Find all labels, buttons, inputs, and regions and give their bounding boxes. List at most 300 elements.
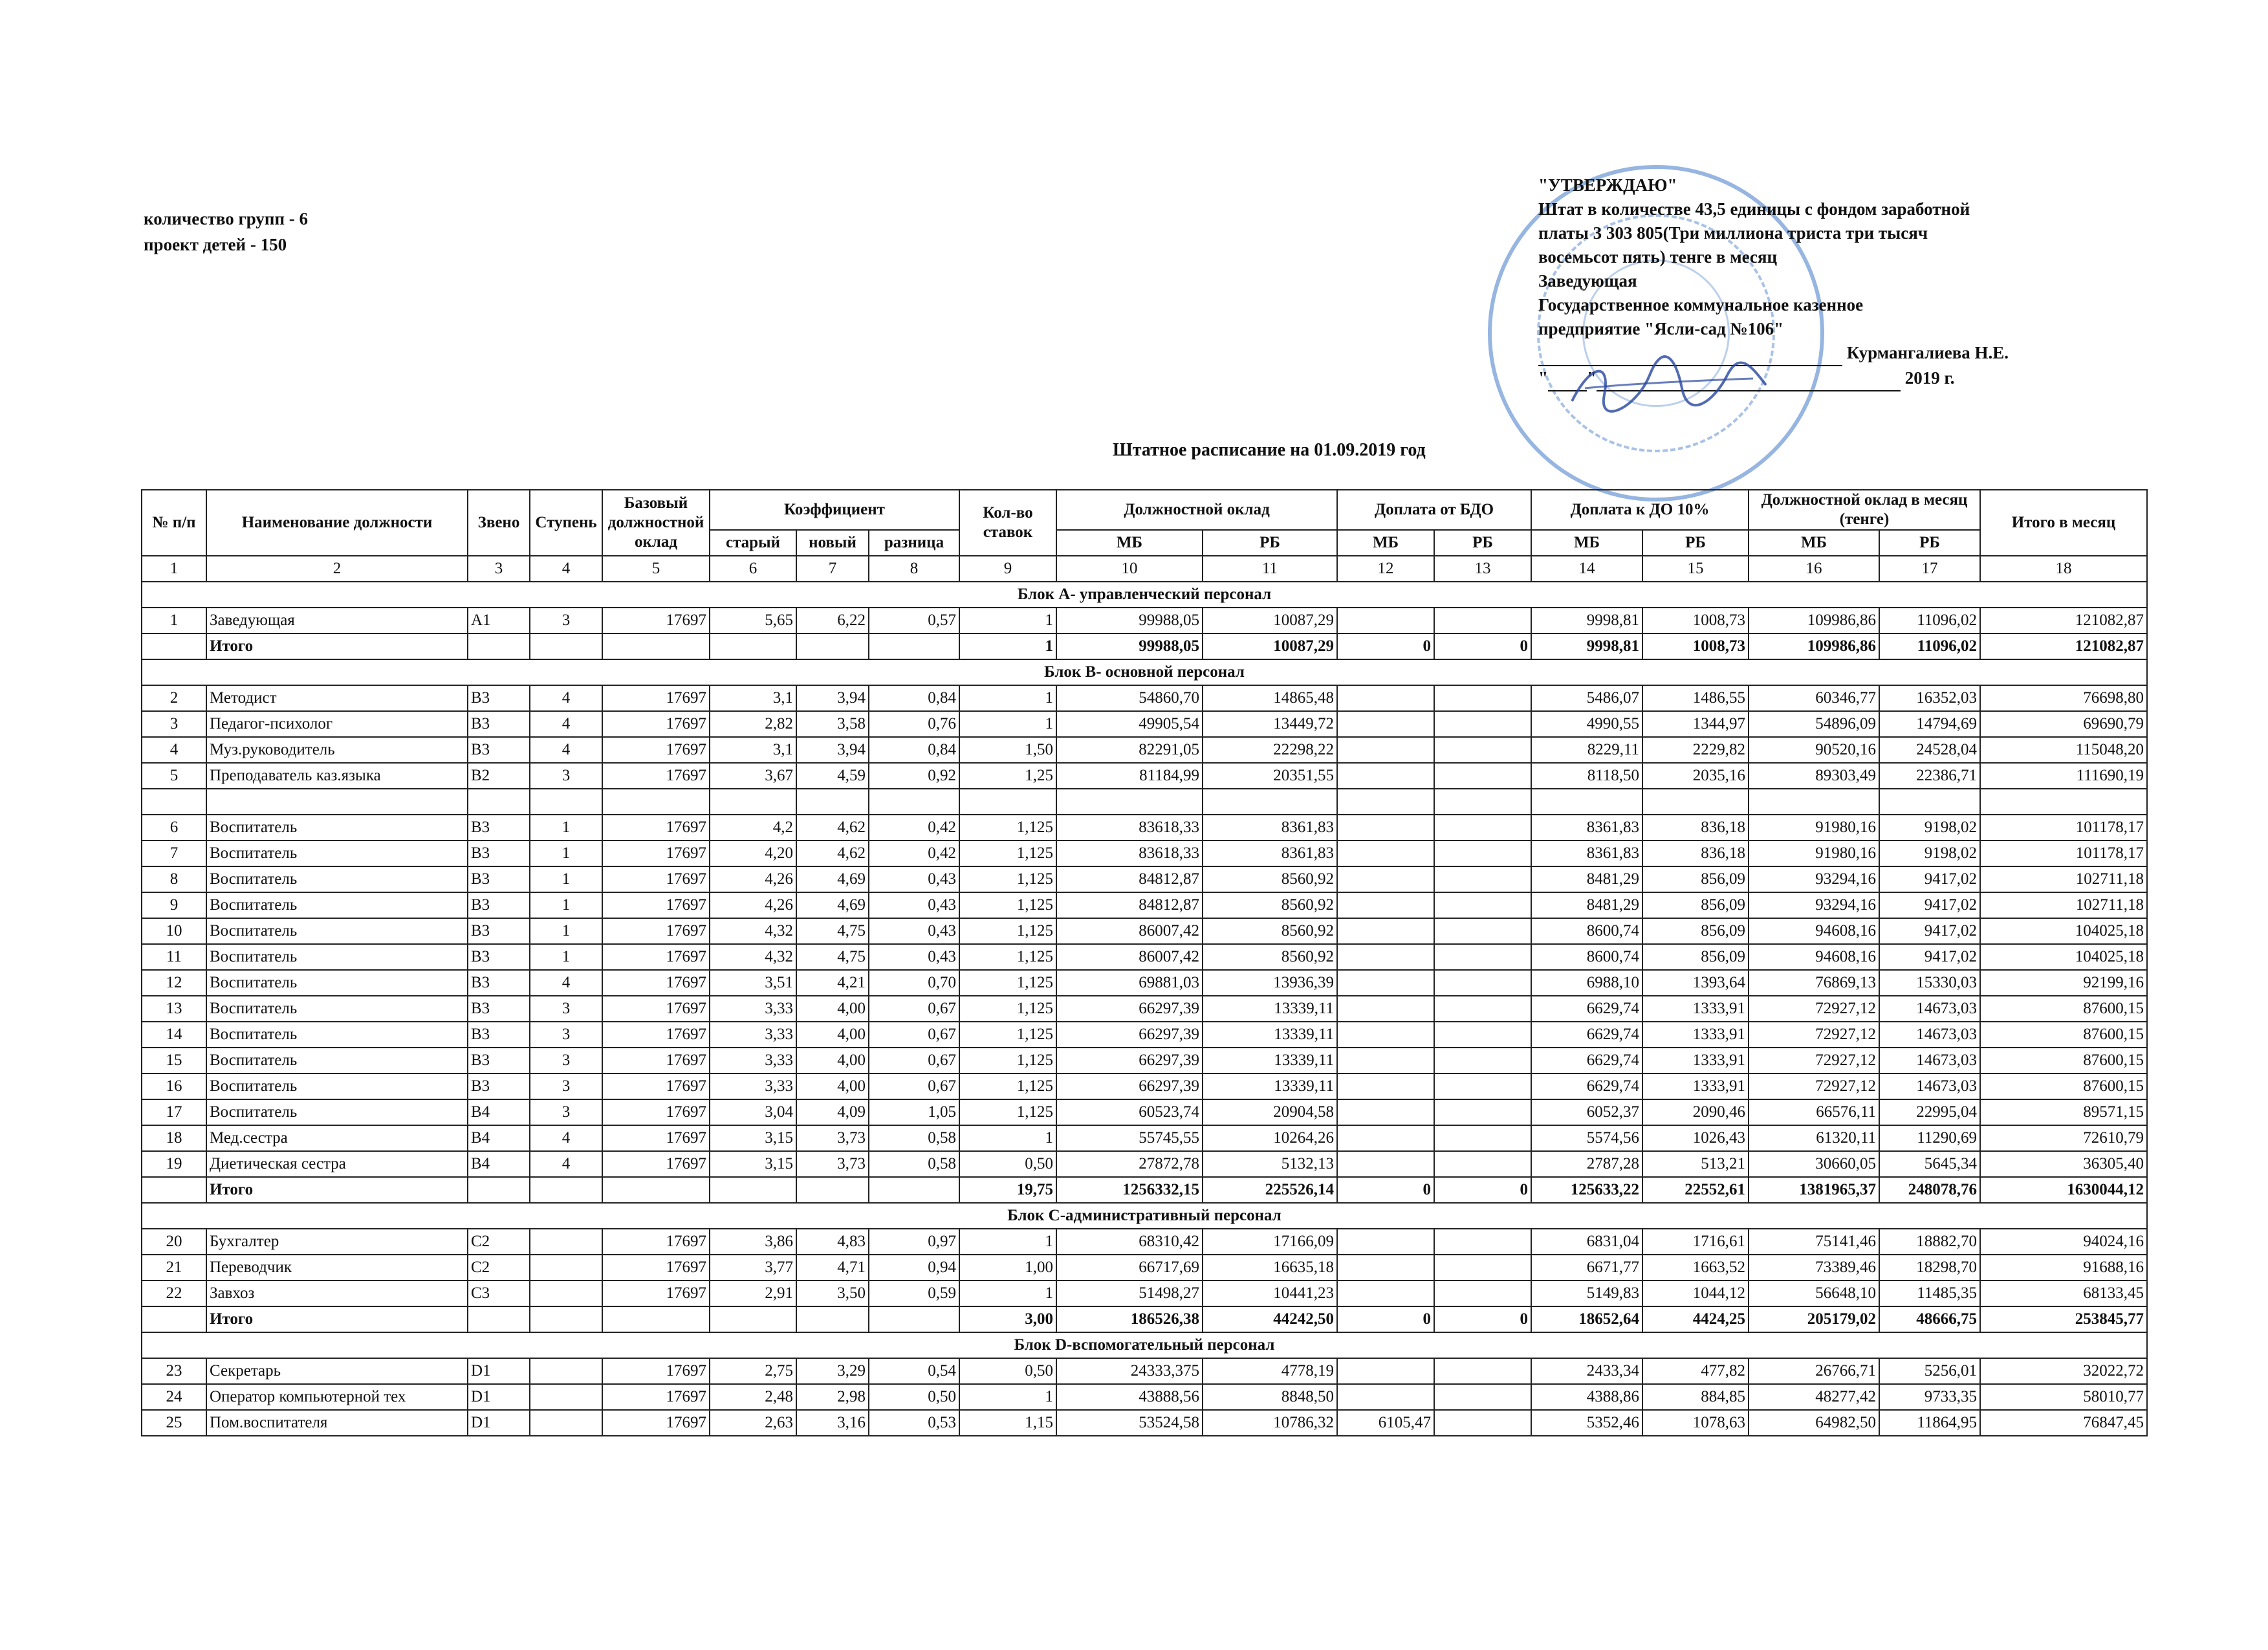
table-cell: 0,43: [869, 918, 959, 944]
table-cell: 3,86: [710, 1229, 796, 1255]
table-cell: 1: [959, 608, 1056, 633]
table-cell: 1,05: [869, 1099, 959, 1125]
table-cell: 14794,69: [1879, 711, 1980, 737]
table-cell: 1: [959, 1125, 1056, 1151]
column-number: 8: [869, 556, 959, 582]
table-cell: 76847,45: [1980, 1410, 2147, 1436]
header-monthly: Должностной оклад в месяц (тенге): [1749, 490, 1980, 530]
approval-line-6: предприятие "Ясли-сад №106": [1538, 319, 1784, 338]
table-cell: 12: [142, 970, 206, 996]
table-cell: 93294,16: [1749, 892, 1879, 918]
table-row: [142, 1255, 2147, 1281]
table-cell: 27872,78: [1056, 1151, 1203, 1177]
table-cell: 1393,64: [1642, 970, 1749, 996]
table-cell: 3,29: [796, 1358, 869, 1384]
table-cell: 99988,05: [1056, 608, 1203, 633]
table-cell: [1434, 737, 1531, 763]
table-cell: 24: [142, 1384, 206, 1410]
table-cell: 2: [142, 685, 206, 711]
table-cell: 4,21: [796, 970, 869, 996]
table-cell: [530, 633, 602, 659]
table-cell: 7: [142, 841, 206, 866]
table-cell: D1: [468, 1358, 530, 1384]
block-title: Блок А- управленческий персонал: [142, 582, 2147, 608]
table-cell: 1008,73: [1642, 608, 1749, 633]
table-cell: 0: [1337, 1177, 1434, 1203]
table-cell: [1337, 1125, 1434, 1151]
table-cell: [1337, 944, 1434, 970]
table-cell: 0,84: [869, 737, 959, 763]
table-cell: Воспитатель: [206, 918, 468, 944]
table-cell: 125633,22: [1531, 1177, 1642, 1203]
table-cell: 4,71: [796, 1255, 869, 1281]
table-cell: 3,1: [710, 685, 796, 711]
table-cell: 3,33: [710, 996, 796, 1022]
table-cell: [530, 1281, 602, 1306]
table-cell: 9: [142, 892, 206, 918]
table-cell: 1,00: [959, 1255, 1056, 1281]
table-cell: Бухгалтер: [206, 1229, 468, 1255]
table-cell: 0,76: [869, 711, 959, 737]
table-cell: [1337, 918, 1434, 944]
table-cell: Воспитатель: [206, 1073, 468, 1099]
table-cell: 4,69: [796, 892, 869, 918]
table-cell: 66297,39: [1056, 1048, 1203, 1073]
table-cell: 3,16: [796, 1410, 869, 1436]
table-cell: 477,82: [1642, 1358, 1749, 1384]
table-cell: 17: [142, 1099, 206, 1125]
table-cell: 0,53: [869, 1410, 959, 1436]
table-cell: 17697: [602, 763, 710, 789]
header-rb: РБ: [1879, 530, 1980, 556]
table-cell: 13449,72: [1203, 711, 1337, 737]
table-cell: 8: [142, 866, 206, 892]
table-cell: 856,09: [1642, 892, 1749, 918]
table-cell: 3,04: [710, 1099, 796, 1125]
table-cell: 102711,18: [1980, 892, 2147, 918]
column-number: 10: [1056, 556, 1203, 582]
table-cell: 66576,11: [1749, 1099, 1879, 1125]
table-cell: 2,75: [710, 1358, 796, 1384]
table-cell: 91980,16: [1749, 815, 1879, 841]
table-cell: 26766,71: [1749, 1358, 1879, 1384]
table-cell: 4: [530, 970, 602, 996]
table-cell: [796, 1177, 869, 1203]
table-cell: 69881,03: [1056, 970, 1203, 996]
table-cell: 6: [142, 815, 206, 841]
table-cell: [1434, 892, 1531, 918]
table-cell: 1,125: [959, 866, 1056, 892]
table-cell: 0,42: [869, 841, 959, 866]
table-cell: 4: [530, 1151, 602, 1177]
table-cell: 0: [1434, 1177, 1531, 1203]
table-cell: [1434, 1255, 1531, 1281]
table-cell: 1: [959, 1384, 1056, 1410]
table-cell: [1337, 763, 1434, 789]
table-cell: 1008,73: [1642, 633, 1749, 659]
table-cell: 8848,50: [1203, 1384, 1337, 1410]
table-cell: 884,85: [1642, 1384, 1749, 1410]
table-cell: 51498,27: [1056, 1281, 1203, 1306]
table-cell: 8361,83: [1531, 841, 1642, 866]
table-cell: 3: [530, 1073, 602, 1099]
table-cell: [1337, 1073, 1434, 1099]
signer-name: Курмангалиева Н.Е.: [1846, 343, 2009, 362]
table-cell: [602, 1177, 710, 1203]
table-cell: 1,125: [959, 918, 1056, 944]
table-row: [142, 1229, 2147, 1255]
table-cell: 22995,04: [1879, 1099, 1980, 1125]
table-cell: 104025,18: [1980, 944, 2147, 970]
table-cell: 2,63: [710, 1410, 796, 1436]
table-cell: Воспитатель: [206, 892, 468, 918]
table-cell: 87600,15: [1980, 996, 2147, 1022]
table-cell: 0,50: [959, 1358, 1056, 1384]
table-row: [142, 685, 2147, 711]
table-cell: 1,125: [959, 892, 1056, 918]
table-cell: 101178,17: [1980, 841, 2147, 866]
table-cell: [1337, 1229, 1434, 1255]
table-cell: Итого: [206, 633, 468, 659]
table-cell: 1: [530, 944, 602, 970]
table-cell: [1434, 1358, 1531, 1384]
table-cell: 5256,01: [1879, 1358, 1980, 1384]
column-number: 17: [1879, 556, 1980, 582]
header-rb: РБ: [1203, 530, 1337, 556]
table-cell: 1,50: [959, 737, 1056, 763]
table-cell: 0: [1337, 1306, 1434, 1332]
table-cell: 0,43: [869, 944, 959, 970]
table-cell: 48666,75: [1879, 1306, 1980, 1332]
table-cell: 3,94: [796, 685, 869, 711]
table-cell: В3: [468, 918, 530, 944]
table-cell: 89571,15: [1980, 1099, 2147, 1125]
table-cell: 1256332,15: [1056, 1177, 1203, 1203]
table-cell: 4,75: [796, 918, 869, 944]
table-cell: 1486,55: [1642, 685, 1749, 711]
table-cell: 6988,10: [1531, 970, 1642, 996]
table-row: [142, 737, 2147, 763]
table-cell: [1337, 1384, 1434, 1410]
table-cell: 0,58: [869, 1125, 959, 1151]
table-cell: 1: [959, 633, 1056, 659]
header-rb: РБ: [1434, 530, 1531, 556]
header-coef-diff: разница: [869, 530, 959, 556]
table-cell: 8229,11: [1531, 737, 1642, 763]
table-cell: 8560,92: [1203, 918, 1337, 944]
table-cell: 1,125: [959, 970, 1056, 996]
table-cell: 2035,16: [1642, 763, 1749, 789]
table-cell: Педагог-психолог: [206, 711, 468, 737]
table-cell: 101178,17: [1980, 815, 2147, 841]
header-position: Наименование должности: [206, 490, 468, 556]
table-cell: 68133,45: [1980, 1281, 2147, 1306]
table-cell: 4,32: [710, 918, 796, 944]
table-cell: 22386,71: [1879, 763, 1980, 789]
table-cell: [468, 1177, 530, 1203]
table-cell: 1: [530, 866, 602, 892]
table-cell: 17697: [602, 892, 710, 918]
column-number: 4: [530, 556, 602, 582]
table-cell: [1434, 1099, 1531, 1125]
table-row: [142, 1384, 2147, 1410]
table-row: [142, 608, 2147, 633]
header-do10: Доплата к ДО 10%: [1531, 490, 1749, 530]
table-cell: 2229,82: [1642, 737, 1749, 763]
table-cell: 836,18: [1642, 815, 1749, 841]
table-cell: В3: [468, 892, 530, 918]
table-cell: 1,25: [959, 763, 1056, 789]
table-cell: 20351,55: [1203, 763, 1337, 789]
block-title: Блок С-административный персонал: [142, 1203, 2147, 1229]
table-cell: 4,32: [710, 944, 796, 970]
table-cell: 16635,18: [1203, 1255, 1337, 1281]
table-cell: 2787,28: [1531, 1151, 1642, 1177]
table-cell: [1434, 866, 1531, 892]
table-cell: 72927,12: [1749, 1073, 1879, 1099]
table-cell: 9417,02: [1879, 866, 1980, 892]
table-cell: 10087,29: [1203, 608, 1337, 633]
table-cell: 17697: [602, 841, 710, 866]
table-cell: 1333,91: [1642, 1073, 1749, 1099]
table-cell: 14673,03: [1879, 1022, 1980, 1048]
header-mb: МБ: [1337, 530, 1434, 556]
table-cell: 17697: [602, 1048, 710, 1073]
table-cell: 3: [530, 996, 602, 1022]
column-number: 18: [1980, 556, 2147, 582]
table-cell: [468, 1306, 530, 1332]
table-cell: [869, 1177, 959, 1203]
table-cell: [142, 1306, 206, 1332]
table-cell: 11096,02: [1879, 608, 1980, 633]
table-cell: 10: [142, 918, 206, 944]
table-cell: 89303,49: [1749, 763, 1879, 789]
table-cell: 1630044,12: [1980, 1177, 2147, 1203]
total-row: [142, 1306, 2147, 1332]
table-cell: 14865,48: [1203, 685, 1337, 711]
table-cell: 4,26: [710, 866, 796, 892]
table-cell: 55745,55: [1056, 1125, 1203, 1151]
table-cell: Пом.воспитателя: [206, 1410, 468, 1436]
approval-line-1: Штат в количестве 43,5 единицы с фондом заработной: [1538, 199, 1970, 219]
table-cell: 4: [142, 737, 206, 763]
total-row: [142, 1177, 2147, 1203]
table-cell: 0,59: [869, 1281, 959, 1306]
handwritten-signature: [1565, 349, 1772, 421]
table-cell: 2,98: [796, 1384, 869, 1410]
table-cell: [468, 633, 530, 659]
table-cell: 109986,86: [1749, 608, 1879, 633]
table-cell: 856,09: [1642, 944, 1749, 970]
table-cell: В3: [468, 866, 530, 892]
table-cell: 17697: [602, 685, 710, 711]
table-cell: [869, 1306, 959, 1332]
approval-line-2: платы 3 303 805(Три миллиона триста три тысяч: [1538, 223, 1928, 243]
table-cell: 3,94: [796, 737, 869, 763]
table-cell: 4: [530, 685, 602, 711]
table-cell: [1337, 685, 1434, 711]
table-cell: 5,65: [710, 608, 796, 633]
table-cell: 2090,46: [1642, 1099, 1749, 1125]
table-cell: Воспитатель: [206, 841, 468, 866]
table-cell: 44242,50: [1203, 1306, 1337, 1332]
table-cell: 60523,74: [1056, 1099, 1203, 1125]
header-zveno: Звено: [468, 490, 530, 556]
table-cell: 4,20: [710, 841, 796, 866]
table-cell: 17697: [602, 1099, 710, 1125]
table-cell: 17697: [602, 1410, 710, 1436]
table-cell: 2433,34: [1531, 1358, 1642, 1384]
table-cell: Воспитатель: [206, 970, 468, 996]
column-number: 1: [142, 556, 206, 582]
table-cell: 94608,16: [1749, 918, 1879, 944]
table-cell: 3: [530, 1099, 602, 1125]
table-cell: 17697: [602, 1229, 710, 1255]
table-cell: 64982,50: [1749, 1410, 1879, 1436]
table-row: [142, 711, 2147, 737]
table-cell: 0: [1337, 633, 1434, 659]
column-number: 16: [1749, 556, 1879, 582]
table-cell: 91688,16: [1980, 1255, 2147, 1281]
table-cell: 4,00: [796, 1022, 869, 1048]
table-cell: 20904,58: [1203, 1099, 1337, 1125]
table-cell: 3,73: [796, 1151, 869, 1177]
table-cell: 3,15: [710, 1125, 796, 1151]
table-cell: 4990,55: [1531, 711, 1642, 737]
header-num: № п/п: [142, 490, 206, 556]
table-cell: [1337, 1022, 1434, 1048]
table-cell: 8560,92: [1203, 892, 1337, 918]
table-cell: 73389,46: [1749, 1255, 1879, 1281]
table-cell: 8118,50: [1531, 763, 1642, 789]
table-cell: 9417,02: [1879, 892, 1980, 918]
groups-count: количество групп - 6: [144, 209, 309, 228]
table-cell: 0,43: [869, 892, 959, 918]
table-cell: 8481,29: [1531, 866, 1642, 892]
table-cell: [1337, 737, 1434, 763]
approval-line-3: восемьсот пять) тенге в месяц: [1538, 247, 1778, 267]
table-cell: 3,15: [710, 1151, 796, 1177]
table-cell: 6629,74: [1531, 1073, 1642, 1099]
table-cell: 6052,37: [1531, 1099, 1642, 1125]
table-cell: Преподаватель каз.языка: [206, 763, 468, 789]
table-cell: 54860,70: [1056, 685, 1203, 711]
table-cell: 4,83: [796, 1229, 869, 1255]
table-cell: 109986,86: [1749, 633, 1879, 659]
table-cell: 9417,02: [1879, 918, 1980, 944]
table-cell: 3,77: [710, 1255, 796, 1281]
table-cell: 3,1: [710, 737, 796, 763]
table-cell: [1434, 944, 1531, 970]
table-cell: 14673,03: [1879, 1073, 1980, 1099]
table-cell: В3: [468, 841, 530, 866]
table-cell: 1,125: [959, 1022, 1056, 1048]
table-cell: 17697: [602, 1022, 710, 1048]
table-cell: 0,67: [869, 1022, 959, 1048]
table-cell: 3,73: [796, 1125, 869, 1151]
table-cell: 3,00: [959, 1306, 1056, 1332]
table-cell: 6,22: [796, 608, 869, 633]
table-cell: [1337, 996, 1434, 1022]
table-cell: 11096,02: [1879, 633, 1980, 659]
table-cell: В4: [468, 1099, 530, 1125]
table-cell: 0: [1434, 1306, 1531, 1332]
block-title: Блок В- основной персонал: [142, 659, 2147, 685]
table-cell: В2: [468, 763, 530, 789]
table-cell: 4: [530, 737, 602, 763]
table-cell: 1: [959, 1229, 1056, 1255]
table-cell: В3: [468, 815, 530, 841]
table-cell: [602, 1306, 710, 1332]
table-cell: [142, 1177, 206, 1203]
table-cell: 72610,79: [1980, 1125, 2147, 1151]
table-cell: В3: [468, 1073, 530, 1099]
table-cell: 3,33: [710, 1022, 796, 1048]
table-cell: 54896,09: [1749, 711, 1879, 737]
table-cell: 8560,92: [1203, 866, 1337, 892]
table-cell: 66297,39: [1056, 996, 1203, 1022]
table-cell: 66717,69: [1056, 1255, 1203, 1281]
table-cell: 86007,42: [1056, 944, 1203, 970]
table-row: [142, 763, 2147, 789]
table-cell: В3: [468, 944, 530, 970]
table-cell: 4,09: [796, 1099, 869, 1125]
approval-title: "УТВЕРЖДАЮ": [1538, 175, 1677, 195]
table-cell: 43888,56: [1056, 1384, 1203, 1410]
table-cell: [530, 1384, 602, 1410]
table-cell: 17697: [602, 1358, 710, 1384]
table-cell: 5149,83: [1531, 1281, 1642, 1306]
table-cell: Воспитатель: [206, 1022, 468, 1048]
table-cell: 66297,39: [1056, 1073, 1203, 1099]
table-row: [142, 1125, 2147, 1151]
date-year: 2019 г.: [1904, 368, 1955, 388]
table-cell: 87600,15: [1980, 1022, 2147, 1048]
table-cell: 0,57: [869, 608, 959, 633]
table-cell: 69690,79: [1980, 711, 2147, 737]
document-title: Штатное расписание на 01.09.2019 год: [1113, 440, 1426, 460]
header-bdo: Доплата от БДО: [1337, 490, 1531, 530]
table-cell: С2: [468, 1255, 530, 1281]
table-cell: 13339,11: [1203, 1073, 1337, 1099]
table-cell: Воспитатель: [206, 1099, 468, 1125]
table-row: [142, 892, 2147, 918]
table-cell: 4: [530, 1125, 602, 1151]
column-number: 9: [959, 556, 1056, 582]
table-cell: 75141,46: [1749, 1229, 1879, 1255]
staff-schedule-table: [141, 489, 2148, 1436]
table-cell: Диетическая сестра: [206, 1151, 468, 1177]
table-cell: 1,125: [959, 1099, 1056, 1125]
table-cell: 22298,22: [1203, 737, 1337, 763]
table-cell: D1: [468, 1410, 530, 1436]
table-cell: 1,125: [959, 1073, 1056, 1099]
table-cell: 14673,03: [1879, 1048, 1980, 1073]
table-cell: 87600,15: [1980, 1073, 2147, 1099]
table-cell: 17697: [602, 970, 710, 996]
table-cell: 4,26: [710, 892, 796, 918]
table-cell: 4,2: [710, 815, 796, 841]
table-cell: 4388,86: [1531, 1384, 1642, 1410]
table-cell: 14: [142, 1022, 206, 1048]
table-cell: 2,48: [710, 1384, 796, 1410]
header-salary: Должностной оклад: [1056, 490, 1337, 530]
column-number: 7: [796, 556, 869, 582]
table-cell: Мед.сестра: [206, 1125, 468, 1151]
table-cell: Воспитатель: [206, 815, 468, 841]
table-cell: 1: [959, 685, 1056, 711]
table-cell: [1434, 1229, 1531, 1255]
